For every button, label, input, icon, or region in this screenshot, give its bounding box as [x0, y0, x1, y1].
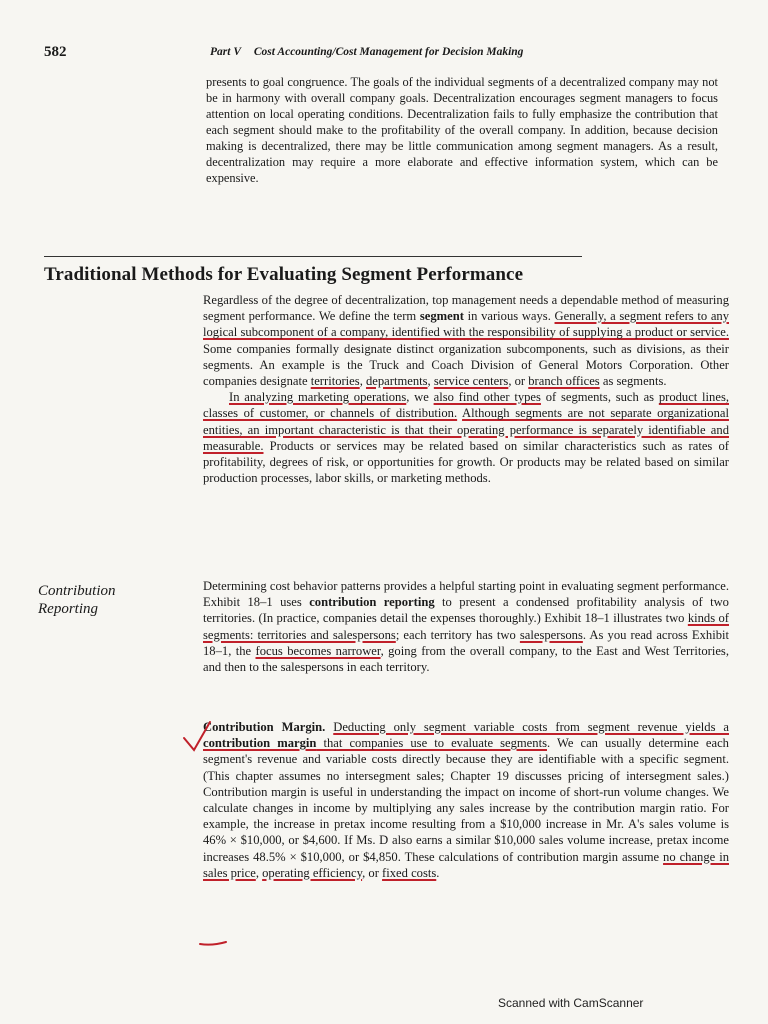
page-number: 582 [44, 44, 67, 60]
text-run: . [436, 865, 440, 880]
underlined-text: fixed costs [382, 865, 437, 880]
underlined-text: kinds of segments: territories and salespersons [203, 611, 729, 642]
margin-tick-mark [200, 942, 226, 945]
text-run: ; each territory has two [395, 627, 520, 642]
scanner-watermark: Scanned with CamScanner [498, 996, 644, 1010]
underlined-text: branch offices [528, 374, 600, 389]
text-run: as segments. [599, 374, 667, 389]
text-run: , or [508, 374, 529, 389]
text-run: , or [362, 865, 383, 880]
runin-heading-contribution-margin: Contribution Margin. [203, 720, 326, 734]
text-run: Products or services may be related based on similar characteristics such as rates of profitability, degrees of risk, or opportunities for growth. Or products may be related based on similar production processes, labor skills, or marketing methods. [203, 438, 729, 486]
underlined-text: departments [365, 374, 428, 389]
text-run: Determining cost behavior patterns provides a helpful starting point in evaluating segment performance. Exhibit 18–1 uses [203, 579, 729, 610]
part-label: Part V [210, 46, 241, 58]
underlined-text: Although segments are not separate organizational entities, an important characteristic is that their operating performance is separately identifiable and measurable. [203, 406, 729, 453]
text-run: , [255, 865, 263, 880]
text-run: , [359, 374, 366, 389]
underlined-text: service centers [433, 374, 509, 389]
contribution-margin-body [203, 719, 729, 881]
side-heading-line: Reporting [38, 601, 98, 617]
paragraph-segment-definition [203, 292, 729, 389]
text-run: Regardless of the degree of decentralization, top management needs a dependable method of measuring segment performance. We define the term [203, 293, 729, 324]
contribution-reporting-body [203, 578, 729, 675]
term-contribution-reporting: contribution reporting [309, 595, 435, 610]
underlined-text: no change in sales price [203, 849, 729, 880]
underlined-text: Deducting only segment variable costs from segment revenue yields a [333, 720, 729, 734]
text-run: to present a condensed profitability analysis of two territories. (In practice, companies detail the expenses thoroughly.) Exhibit 18–1 illustrates two [203, 595, 729, 626]
paragraph-contribution-margin [203, 719, 729, 881]
term-segment: segment [419, 309, 464, 324]
paragraph-segment-types [203, 389, 729, 486]
underlined-text: operating efficiency [262, 865, 363, 880]
text-run: . We can usually determine each segment's revenue and variable costs directly because they are identifiable with a specific segment. (This chapter assumes no intersegment sales; Chapter 19 discusses pricing of intersegment sales.) Contribution margin is useful in understanding the impact on income of short-run volume changes. We calculate changes in income by multiplying any sales increase by the contribution margin ratio. For example, the increase in pretax income resulting from a $10,000 increase in Mr. A's sales volume is 46% × $10,000, or $4,600. If Ms. D also earns a similar $10,000 sales volume increase, pretax income increases 48.5% × $10,000, or $4,850. These calculations of contribution margin assume [203, 736, 729, 864]
running-title [210, 46, 523, 58]
running-header [44, 44, 744, 64]
underlined-text: that companies use to evaluate segments [316, 736, 547, 751]
text-run: in various ways. [463, 309, 555, 324]
underlined-text: territories [310, 374, 360, 389]
text-run: , going from the overall company, to the East and West Territories, and then to the salespersons in each territory. [203, 643, 729, 675]
text-run: Some companies formally designate distinct organization subcomponents, such as divisions, as their segments. An example is the Truck and Coach Division of General Motors Corporation. Other companies designate [203, 341, 729, 389]
text-run: of segments, such as [540, 390, 659, 405]
section-title: Traditional Methods for Evaluating Segment Performance [44, 264, 524, 285]
underlined-text: In analyzing marketing operations [229, 390, 407, 405]
section-rule [44, 256, 582, 257]
text-run: , we [406, 390, 434, 405]
term-contribution-margin: contribution margin [203, 736, 317, 751]
paragraph-contribution-reporting [203, 578, 729, 675]
text-run: . As you read across Exhibit 18–1, the [203, 627, 729, 658]
underlined-text: salespersons [519, 627, 583, 642]
segment-performance-body [203, 292, 729, 486]
side-heading-line: Contribution [38, 583, 116, 599]
underlined-text: focus becomes narrower [255, 643, 381, 658]
underlined-text: product lines, classes of customer, or channels of distribution. [203, 390, 729, 421]
side-heading-contribution-reporting [38, 582, 116, 618]
intro-paragraph: presents to goal congruence. The goals of the individual segments of a decentralized company may not be in harmony with overall company goals. Decentralization encourages segment managers to focus attention on local operating conditions. Decentralization fails to fully emphasize the contribution that each segment should make to the profitability of the overall company. In addition, because decision making is decentralized, there may be little communication among segment managers. As a result, decentralization may require a more elaborate and effective information system, which can be expensive. [206, 75, 718, 185]
text-run: , [427, 374, 434, 389]
underlined-text: Generally, a segment refers to any logical subcomponent of a company, identified with the responsibility of supplying a product or service. [203, 309, 729, 340]
underlined-text: also find other types [433, 390, 541, 405]
chapter-title: Cost Accounting/Cost Management for Decision Making [253, 46, 524, 58]
